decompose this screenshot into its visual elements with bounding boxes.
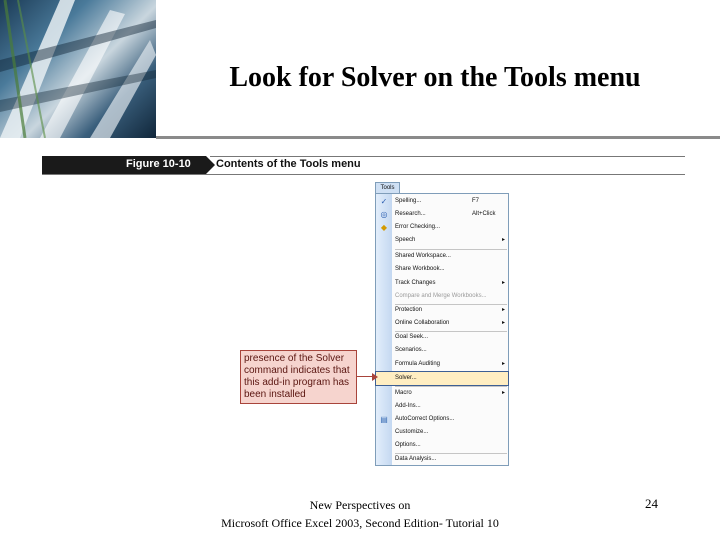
menu-item-spelling[interactable]: ✓ Spelling... F7 — [380, 197, 480, 206]
submenu-arrow-icon: ▸ — [502, 320, 506, 326]
submenu-arrow-icon: ▸ — [502, 361, 506, 367]
menu-item-goal-seek[interactable]: Goal Seek... — [395, 334, 429, 340]
title-divider — [156, 136, 720, 139]
menu-item-autocorrect[interactable]: ▤ AutoCorrect Options... — [380, 415, 455, 424]
figure-rule-top — [210, 156, 685, 157]
figure-rule-bottom — [42, 174, 685, 175]
menu-item-add-ins[interactable]: Add-Ins... — [395, 403, 421, 409]
research-icon: ◎ — [380, 210, 388, 219]
footer-line-2: Microsoft Office Excel 2003, Second Edition- Tutorial 10 — [221, 516, 499, 530]
submenu-arrow-icon: ▸ — [502, 307, 506, 313]
menu-item-track-changes[interactable]: Track Changes ▸ — [376, 277, 508, 290]
submenu-arrow-icon: ▸ — [502, 237, 506, 243]
figure-caption: Contents of the Tools menu — [216, 158, 361, 170]
slide-title: Look for Solver on the Tools menu — [229, 62, 641, 93]
menu-item-formula-auditing[interactable]: Formula Auditing ▸ — [376, 358, 508, 371]
submenu-arrow-icon: ▸ — [502, 280, 506, 286]
submenu-arrow-icon: ▸ — [502, 390, 506, 396]
menu-item-macro[interactable]: Macro ▸ — [376, 387, 508, 400]
menu-item-online-collaboration[interactable]: Online Collaboration ▸ — [376, 317, 508, 330]
autocorrect-icon: ▤ — [380, 415, 388, 424]
footer-line-1: New Perspectives on — [309, 498, 411, 512]
callout-arrow-icon — [372, 373, 378, 381]
menu-item-solver[interactable]: Solver... — [376, 372, 508, 385]
menu-item-research[interactable]: ◎ Research... Alt+Click — [380, 210, 496, 219]
figure-number: Figure 10-10 — [126, 158, 191, 170]
menu-item-data-analysis[interactable]: Data Analysis... — [395, 456, 437, 462]
menu-item-shared-workspace[interactable]: Shared Workspace... — [395, 253, 451, 259]
menu-item-customize[interactable]: Customize... — [395, 429, 429, 435]
header-photo — [0, 0, 156, 138]
menu-item-share-workbook[interactable]: Share Workbook... — [395, 266, 445, 272]
menu-item-speech[interactable]: Speech ▸ — [376, 234, 508, 247]
menu-item-options[interactable]: Options... — [395, 442, 421, 448]
slide-footer — [160, 496, 560, 532]
spelling-icon: ✓ — [380, 197, 388, 206]
tools-menu-title[interactable]: Tools — [375, 182, 400, 194]
menu-item-compare-merge[interactable]: Compare and Merge Workbooks... — [395, 293, 487, 299]
page-number: 24 — [645, 496, 658, 511]
menu-item-error-checking[interactable]: ◆ Error Checking... — [380, 223, 441, 232]
tools-menu — [375, 193, 509, 466]
menu-item-protection[interactable]: Protection ▸ — [376, 304, 508, 317]
solver-callout: presence of the Solver command indicates that this add-in program has been installed — [240, 350, 357, 404]
menu-item-scenarios[interactable]: Scenarios... — [395, 347, 427, 353]
error-check-icon: ◆ — [380, 223, 388, 232]
